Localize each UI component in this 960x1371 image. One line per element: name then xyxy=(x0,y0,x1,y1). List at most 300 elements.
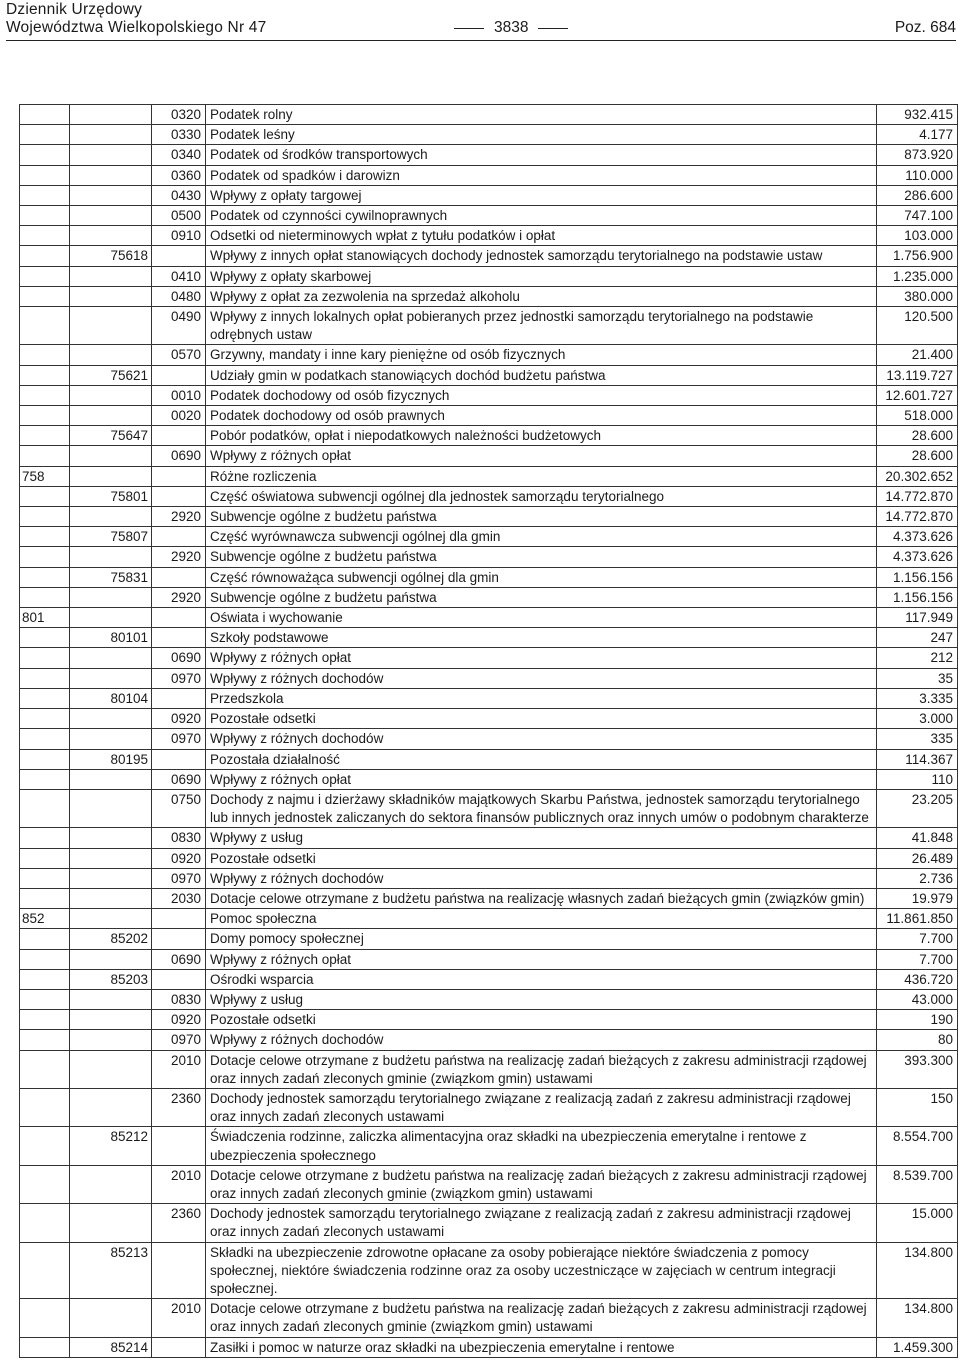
division-cell xyxy=(20,648,70,668)
amount-cell: 1.756.900 xyxy=(877,246,958,266)
table-row xyxy=(20,165,958,185)
description-cell: Podatek od czynności cywilnoprawnych xyxy=(206,206,877,226)
division-cell: 852 xyxy=(20,909,70,929)
division-cell xyxy=(20,1337,70,1357)
paragraph-cell: 0320 xyxy=(152,105,206,125)
division-cell xyxy=(20,1165,70,1203)
paragraph-cell xyxy=(152,246,206,266)
paragraph-cell: 0010 xyxy=(152,385,206,405)
description-cell: Wpływy z opłaty skarbowej xyxy=(206,266,877,286)
description-cell: Oświata i wychowanie xyxy=(206,608,877,628)
paragraph-cell: 0830 xyxy=(152,828,206,848)
description-cell: Wpływy z usług xyxy=(206,989,877,1009)
division-cell xyxy=(20,1299,70,1337)
description-cell: Wpływy z różnych dochodów xyxy=(206,668,877,688)
journal-subtitle: Województwa Wielkopolskiego Nr 47 xyxy=(6,19,267,36)
paragraph-cell: 2920 xyxy=(152,587,206,607)
description-cell: Różne rozliczenia xyxy=(206,466,877,486)
chapter-cell xyxy=(70,848,152,868)
paragraph-cell: 2010 xyxy=(152,1299,206,1337)
amount-cell: 15.000 xyxy=(877,1204,958,1242)
chapter-cell xyxy=(70,507,152,527)
amount-cell: 380.000 xyxy=(877,286,958,306)
chapter-cell: 75801 xyxy=(70,486,152,506)
division-cell xyxy=(20,125,70,145)
paragraph-cell: 0750 xyxy=(152,789,206,827)
description-cell: Pozostałe odsetki xyxy=(206,848,877,868)
table-row xyxy=(20,688,958,708)
journal-title: Dziennik Urzędowy xyxy=(6,1,143,18)
table-row xyxy=(20,909,958,929)
paragraph-cell xyxy=(152,909,206,929)
amount-cell: 1.459.300 xyxy=(877,1337,958,1357)
paragraph-cell: 0410 xyxy=(152,266,206,286)
chapter-cell xyxy=(70,165,152,185)
division-cell xyxy=(20,226,70,246)
table-row xyxy=(20,246,958,266)
division-cell xyxy=(20,507,70,527)
table-row xyxy=(20,868,958,888)
description-cell: Część równoważąca subwencji ogólnej dla gmin xyxy=(206,567,877,587)
chapter-cell: 85214 xyxy=(70,1337,152,1357)
description-cell: Ośrodki wsparcia xyxy=(206,969,877,989)
table-row xyxy=(20,365,958,385)
amount-cell: 747.100 xyxy=(877,206,958,226)
division-cell xyxy=(20,789,70,827)
chapter-cell: 80104 xyxy=(70,688,152,708)
description-cell: Wpływy z usług xyxy=(206,828,877,848)
amount-cell: 21.400 xyxy=(877,345,958,365)
chapter-cell: 85203 xyxy=(70,969,152,989)
description-cell: Przedszkola xyxy=(206,688,877,708)
description-cell: Podatek od środków transportowych xyxy=(206,145,877,165)
chapter-cell xyxy=(70,648,152,668)
paragraph-cell: 0920 xyxy=(152,709,206,729)
paragraph-cell xyxy=(152,608,206,628)
chapter-cell xyxy=(70,668,152,688)
description-cell: Wpływy z innych lokalnych opłat pobieranych przez jednostki samorządu terytorialnego na podstawie odrębnych ustaw xyxy=(206,307,877,345)
division-cell xyxy=(20,246,70,266)
description-cell: Dotacje celowe otrzymane z budżetu państwa na realizację własnych zadań bieżących gmin (związków gmin) xyxy=(206,888,877,908)
description-cell: Podatek od spadków i darowizn xyxy=(206,165,877,185)
division-cell xyxy=(20,929,70,949)
division-cell xyxy=(20,1050,70,1088)
table-row xyxy=(20,789,958,827)
amount-cell: 117.949 xyxy=(877,608,958,628)
table-row xyxy=(20,185,958,205)
division-cell xyxy=(20,486,70,506)
chapter-cell xyxy=(70,1010,152,1030)
paragraph-cell: 2010 xyxy=(152,1050,206,1088)
paragraph-cell: 0360 xyxy=(152,165,206,185)
paragraph-cell xyxy=(152,527,206,547)
division-cell xyxy=(20,185,70,205)
paragraph-cell: 0970 xyxy=(152,1030,206,1050)
chapter-cell: 85202 xyxy=(70,929,152,949)
amount-cell: 20.302.652 xyxy=(877,466,958,486)
page-header xyxy=(6,0,956,41)
division-cell xyxy=(20,1088,70,1126)
chapter-cell xyxy=(70,385,152,405)
chapter-cell xyxy=(70,909,152,929)
division-cell xyxy=(20,1010,70,1030)
amount-cell: 8.539.700 xyxy=(877,1165,958,1203)
table-row xyxy=(20,949,958,969)
amount-cell: 134.800 xyxy=(877,1299,958,1337)
paragraph-cell xyxy=(152,1242,206,1299)
paragraph-cell: 2360 xyxy=(152,1204,206,1242)
amount-cell: 1.156.156 xyxy=(877,567,958,587)
chapter-cell xyxy=(70,989,152,1009)
chapter-cell xyxy=(70,466,152,486)
table-row xyxy=(20,1010,958,1030)
paragraph-cell: 2360 xyxy=(152,1088,206,1126)
description-cell: Szkoły podstawowe xyxy=(206,628,877,648)
table-row xyxy=(20,989,958,1009)
amount-cell: 19.979 xyxy=(877,888,958,908)
table-row xyxy=(20,527,958,547)
description-cell: Grzywny, mandaty i inne kary pieniężne od osób fizycznych xyxy=(206,345,877,365)
amount-cell: 23.205 xyxy=(877,789,958,827)
table-row xyxy=(20,1030,958,1050)
amount-cell: 41.848 xyxy=(877,828,958,848)
division-cell xyxy=(20,446,70,466)
amount-cell: 35 xyxy=(877,668,958,688)
page-number-block xyxy=(444,19,578,37)
description-cell: Udziały gmin w podatkach stanowiących dochód budżetu państwa xyxy=(206,365,877,385)
table-row xyxy=(20,145,958,165)
paragraph-cell xyxy=(152,688,206,708)
paragraph-cell: 0500 xyxy=(152,206,206,226)
chapter-cell xyxy=(70,547,152,567)
division-cell xyxy=(20,365,70,385)
table-row xyxy=(20,125,958,145)
chapter-cell xyxy=(70,608,152,628)
paragraph-cell: 2010 xyxy=(152,1165,206,1203)
amount-cell: 114.367 xyxy=(877,749,958,769)
amount-cell: 335 xyxy=(877,729,958,749)
paragraph-cell: 0690 xyxy=(152,769,206,789)
amount-cell: 4.177 xyxy=(877,125,958,145)
description-cell: Świadczenia rodzinne, zaliczka alimentacyjna oraz składki na ubezpieczenia emerytalne i rentowe z ubezpieczenia społecznego xyxy=(206,1127,877,1165)
description-cell: Wpływy z różnych opłat xyxy=(206,446,877,466)
amount-cell: 28.600 xyxy=(877,446,958,466)
paragraph-cell xyxy=(152,969,206,989)
amount-cell: 286.600 xyxy=(877,185,958,205)
amount-cell: 4.373.626 xyxy=(877,527,958,547)
paragraph-cell: 0480 xyxy=(152,286,206,306)
budget-table-body xyxy=(20,105,958,1358)
chapter-cell: 75647 xyxy=(70,426,152,446)
amount-cell: 120.500 xyxy=(877,307,958,345)
description-cell: Subwencje ogólne z budżetu państwa xyxy=(206,507,877,527)
chapter-cell xyxy=(70,105,152,125)
amount-cell: 14.772.870 xyxy=(877,486,958,506)
table-row xyxy=(20,969,958,989)
table-row xyxy=(20,1050,958,1088)
description-cell: Wpływy z różnych dochodów xyxy=(206,868,877,888)
table-row xyxy=(20,1204,958,1242)
description-cell: Wpływy z różnych dochodów xyxy=(206,1030,877,1050)
chapter-cell: 75831 xyxy=(70,567,152,587)
chapter-cell: 75807 xyxy=(70,527,152,547)
chapter-cell xyxy=(70,286,152,306)
table-row xyxy=(20,929,958,949)
table-row xyxy=(20,1242,958,1299)
division-cell xyxy=(20,969,70,989)
description-cell: Zasiłki i pomoc w naturze oraz składki na ubezpieczenia emerytalne i rentowe xyxy=(206,1337,877,1357)
table-row xyxy=(20,749,958,769)
chapter-cell xyxy=(70,1050,152,1088)
table-row xyxy=(20,769,958,789)
chapter-cell xyxy=(70,185,152,205)
paragraph-cell: 0490 xyxy=(152,307,206,345)
amount-cell: 28.600 xyxy=(877,426,958,446)
description-cell: Część wyrównawcza subwencji ogólnej dla gmin xyxy=(206,527,877,547)
chapter-cell xyxy=(70,1299,152,1337)
chapter-cell: 75618 xyxy=(70,246,152,266)
chapter-cell xyxy=(70,1030,152,1050)
table-row xyxy=(20,848,958,868)
paragraph-cell xyxy=(152,426,206,446)
chapter-cell xyxy=(70,769,152,789)
division-cell xyxy=(20,266,70,286)
table-row xyxy=(20,486,958,506)
chapter-cell xyxy=(70,226,152,246)
description-cell: Domy pomocy społecznej xyxy=(206,929,877,949)
table-row xyxy=(20,729,958,749)
table-row xyxy=(20,406,958,426)
table-row xyxy=(20,668,958,688)
paragraph-cell: 0570 xyxy=(152,345,206,365)
paragraph-cell: 2030 xyxy=(152,888,206,908)
amount-cell: 3.000 xyxy=(877,709,958,729)
division-cell xyxy=(20,688,70,708)
chapter-cell xyxy=(70,789,152,827)
division-cell xyxy=(20,749,70,769)
amount-cell: 436.720 xyxy=(877,969,958,989)
chapter-cell: 75621 xyxy=(70,365,152,385)
amount-cell: 134.800 xyxy=(877,1242,958,1299)
chapter-cell xyxy=(70,446,152,466)
table-row xyxy=(20,587,958,607)
chapter-cell: 80101 xyxy=(70,628,152,648)
division-cell xyxy=(20,628,70,648)
division-cell xyxy=(20,668,70,688)
description-cell: Pozostałe odsetki xyxy=(206,709,877,729)
description-cell: Wpływy z opłaty targowej xyxy=(206,185,877,205)
description-cell: Dochody z najmu i dzierżawy składników majątkowych Skarbu Państwa, jednostek samorządu terytorialnego lub innych jednostek zaliczanych do sektora finansów publicznych oraz innych umów o podobnym charakterze xyxy=(206,789,877,827)
division-cell xyxy=(20,587,70,607)
chapter-cell: 85212 xyxy=(70,1127,152,1165)
amount-cell: 110 xyxy=(877,769,958,789)
table-row xyxy=(20,345,958,365)
division-cell xyxy=(20,1242,70,1299)
table-row xyxy=(20,888,958,908)
description-cell: Wpływy z różnych opłat xyxy=(206,769,877,789)
division-cell xyxy=(20,385,70,405)
amount-cell: 80 xyxy=(877,1030,958,1050)
table-row xyxy=(20,547,958,567)
table-row xyxy=(20,206,958,226)
chapter-cell xyxy=(70,729,152,749)
paragraph-cell: 0430 xyxy=(152,185,206,205)
paragraph-cell xyxy=(152,567,206,587)
division-cell: 758 xyxy=(20,466,70,486)
division-cell xyxy=(20,888,70,908)
table-row xyxy=(20,648,958,668)
paragraph-cell xyxy=(152,466,206,486)
table-row xyxy=(20,426,958,446)
paragraph-cell: 0970 xyxy=(152,729,206,749)
description-cell: Dochody jednostek samorządu terytorialnego związane z realizacją zadań z zakresu administracji rządowej oraz innych zadań zleconych ustawami xyxy=(206,1204,877,1242)
description-cell: Wpływy z różnych opłat xyxy=(206,648,877,668)
division-cell xyxy=(20,165,70,185)
description-cell: Część oświatowa subwencji ogólnej dla jednostek samorządu terytorialnego xyxy=(206,486,877,506)
amount-cell: 3.335 xyxy=(877,688,958,708)
table-row xyxy=(20,307,958,345)
amount-cell: 393.300 xyxy=(877,1050,958,1088)
amount-cell: 7.700 xyxy=(877,929,958,949)
table-row xyxy=(20,286,958,306)
budget-table xyxy=(19,104,958,1358)
description-cell: Podatek rolny xyxy=(206,105,877,125)
chapter-cell xyxy=(70,868,152,888)
table-row xyxy=(20,466,958,486)
division-cell xyxy=(20,709,70,729)
table-row xyxy=(20,1299,958,1337)
table-row xyxy=(20,709,958,729)
chapter-cell: 80195 xyxy=(70,749,152,769)
division-cell xyxy=(20,1127,70,1165)
description-cell: Podatek dochodowy od osób prawnych xyxy=(206,406,877,426)
description-cell: Dotacje celowe otrzymane z budżetu państwa na realizację zadań bieżących z zakresu administracji rządowej oraz innych zadań zleconych gminie (związkom gmin) ustawami xyxy=(206,1299,877,1337)
table-row xyxy=(20,105,958,125)
division-cell xyxy=(20,848,70,868)
table-row xyxy=(20,446,958,466)
paragraph-cell xyxy=(152,929,206,949)
amount-cell: 110.000 xyxy=(877,165,958,185)
division-cell xyxy=(20,729,70,749)
chapter-cell xyxy=(70,1165,152,1203)
amount-cell: 518.000 xyxy=(877,406,958,426)
amount-cell: 190 xyxy=(877,1010,958,1030)
description-cell: Pozostała działalność xyxy=(206,749,877,769)
amount-cell: 873.920 xyxy=(877,145,958,165)
division-cell xyxy=(20,145,70,165)
description-cell: Dotacje celowe otrzymane z budżetu państwa na realizację zadań bieżących z zakresu administracji rządowej oraz innych zadań zleconych gminie (związkom gmin) ustawami xyxy=(206,1165,877,1203)
division-cell xyxy=(20,406,70,426)
description-cell: Pomoc społeczna xyxy=(206,909,877,929)
paragraph-cell: 0970 xyxy=(152,868,206,888)
description-cell: Subwencje ogólne z budżetu państwa xyxy=(206,587,877,607)
description-cell: Dotacje celowe otrzymane z budżetu państwa na realizację zadań bieżących z zakresu administracji rządowej oraz innych zadań zleconych gminie (związkom gmin) ustawami xyxy=(206,1050,877,1088)
division-cell xyxy=(20,1030,70,1050)
description-cell: Wpływy z innych opłat stanowiących dochody jednostek samorządu terytorialnego na podstawie ustaw xyxy=(206,246,877,266)
description-cell: Pobór podatków, opłat i niepodatkowych należności budżetowych xyxy=(206,426,877,446)
amount-cell: 932.415 xyxy=(877,105,958,125)
paragraph-cell: 0690 xyxy=(152,648,206,668)
paragraph-cell xyxy=(152,1127,206,1165)
chapter-cell xyxy=(70,828,152,848)
description-cell: Dochody jednostek samorządu terytorialnego związane z realizacją zadań z zakresu administracji rządowej oraz innych zadań zleconych ustawami xyxy=(206,1088,877,1126)
table-row xyxy=(20,266,958,286)
amount-cell: 12.601.727 xyxy=(877,385,958,405)
paragraph-cell: 0020 xyxy=(152,406,206,426)
description-cell: Subwencje ogólne z budżetu państwa xyxy=(206,547,877,567)
paragraph-cell: 0690 xyxy=(152,949,206,969)
chapter-cell xyxy=(70,345,152,365)
chapter-cell: 85213 xyxy=(70,1242,152,1299)
amount-cell: 43.000 xyxy=(877,989,958,1009)
table-row xyxy=(20,385,958,405)
division-cell xyxy=(20,527,70,547)
table-row xyxy=(20,628,958,648)
division-cell xyxy=(20,105,70,125)
table-row xyxy=(20,608,958,628)
amount-cell: 14.772.870 xyxy=(877,507,958,527)
dash-right xyxy=(538,28,568,29)
division-cell xyxy=(20,828,70,848)
description-cell: Odsetki od nieterminowych wpłat z tytułu podatków i opłat xyxy=(206,226,877,246)
dash-left xyxy=(454,28,484,29)
table-row xyxy=(20,1088,958,1126)
paragraph-cell: 0340 xyxy=(152,145,206,165)
table-row xyxy=(20,1165,958,1203)
division-cell xyxy=(20,206,70,226)
journal-title-block xyxy=(6,1,266,37)
division-cell xyxy=(20,1204,70,1242)
table-row xyxy=(20,567,958,587)
paragraph-cell xyxy=(152,365,206,385)
division-cell xyxy=(20,949,70,969)
chapter-cell xyxy=(70,145,152,165)
amount-cell: 247 xyxy=(877,628,958,648)
paragraph-cell: 0330 xyxy=(152,125,206,145)
amount-cell: 13.119.727 xyxy=(877,365,958,385)
table-row xyxy=(20,828,958,848)
amount-cell: 26.489 xyxy=(877,848,958,868)
paragraph-cell: 0970 xyxy=(152,668,206,688)
description-cell: Składki na ubezpieczenie zdrowotne opłacane za osoby pobierające niektóre świadczenia z pomocy społecznej, niektóre świadczenia rodzinne oraz za osoby uczestniczące w zajęciach w centrum integracji społecznej. xyxy=(206,1242,877,1299)
position-number: Poz. 684 xyxy=(894,19,956,36)
chapter-cell xyxy=(70,206,152,226)
table-row xyxy=(20,1337,958,1357)
paragraph-cell: 2920 xyxy=(152,507,206,527)
paragraph-cell xyxy=(152,749,206,769)
amount-cell: 103.000 xyxy=(877,226,958,246)
amount-cell: 11.861.850 xyxy=(877,909,958,929)
amount-cell: 2.736 xyxy=(877,868,958,888)
paragraph-cell: 2920 xyxy=(152,547,206,567)
chapter-cell xyxy=(70,1204,152,1242)
chapter-cell xyxy=(70,587,152,607)
description-cell: Wpływy z różnych dochodów xyxy=(206,729,877,749)
chapter-cell xyxy=(70,307,152,345)
division-cell xyxy=(20,567,70,587)
chapter-cell xyxy=(70,266,152,286)
amount-cell: 212 xyxy=(877,648,958,668)
paragraph-cell: 0690 xyxy=(152,446,206,466)
table-row xyxy=(20,507,958,527)
division-cell xyxy=(20,769,70,789)
description-cell: Wpływy z opłat za zezwolenia na sprzedaż alkoholu xyxy=(206,286,877,306)
chapter-cell xyxy=(70,709,152,729)
amount-cell: 1.156.156 xyxy=(877,587,958,607)
page-number: 3838 xyxy=(494,19,529,36)
paragraph-cell: 0910 xyxy=(152,226,206,246)
amount-cell: 7.700 xyxy=(877,949,958,969)
